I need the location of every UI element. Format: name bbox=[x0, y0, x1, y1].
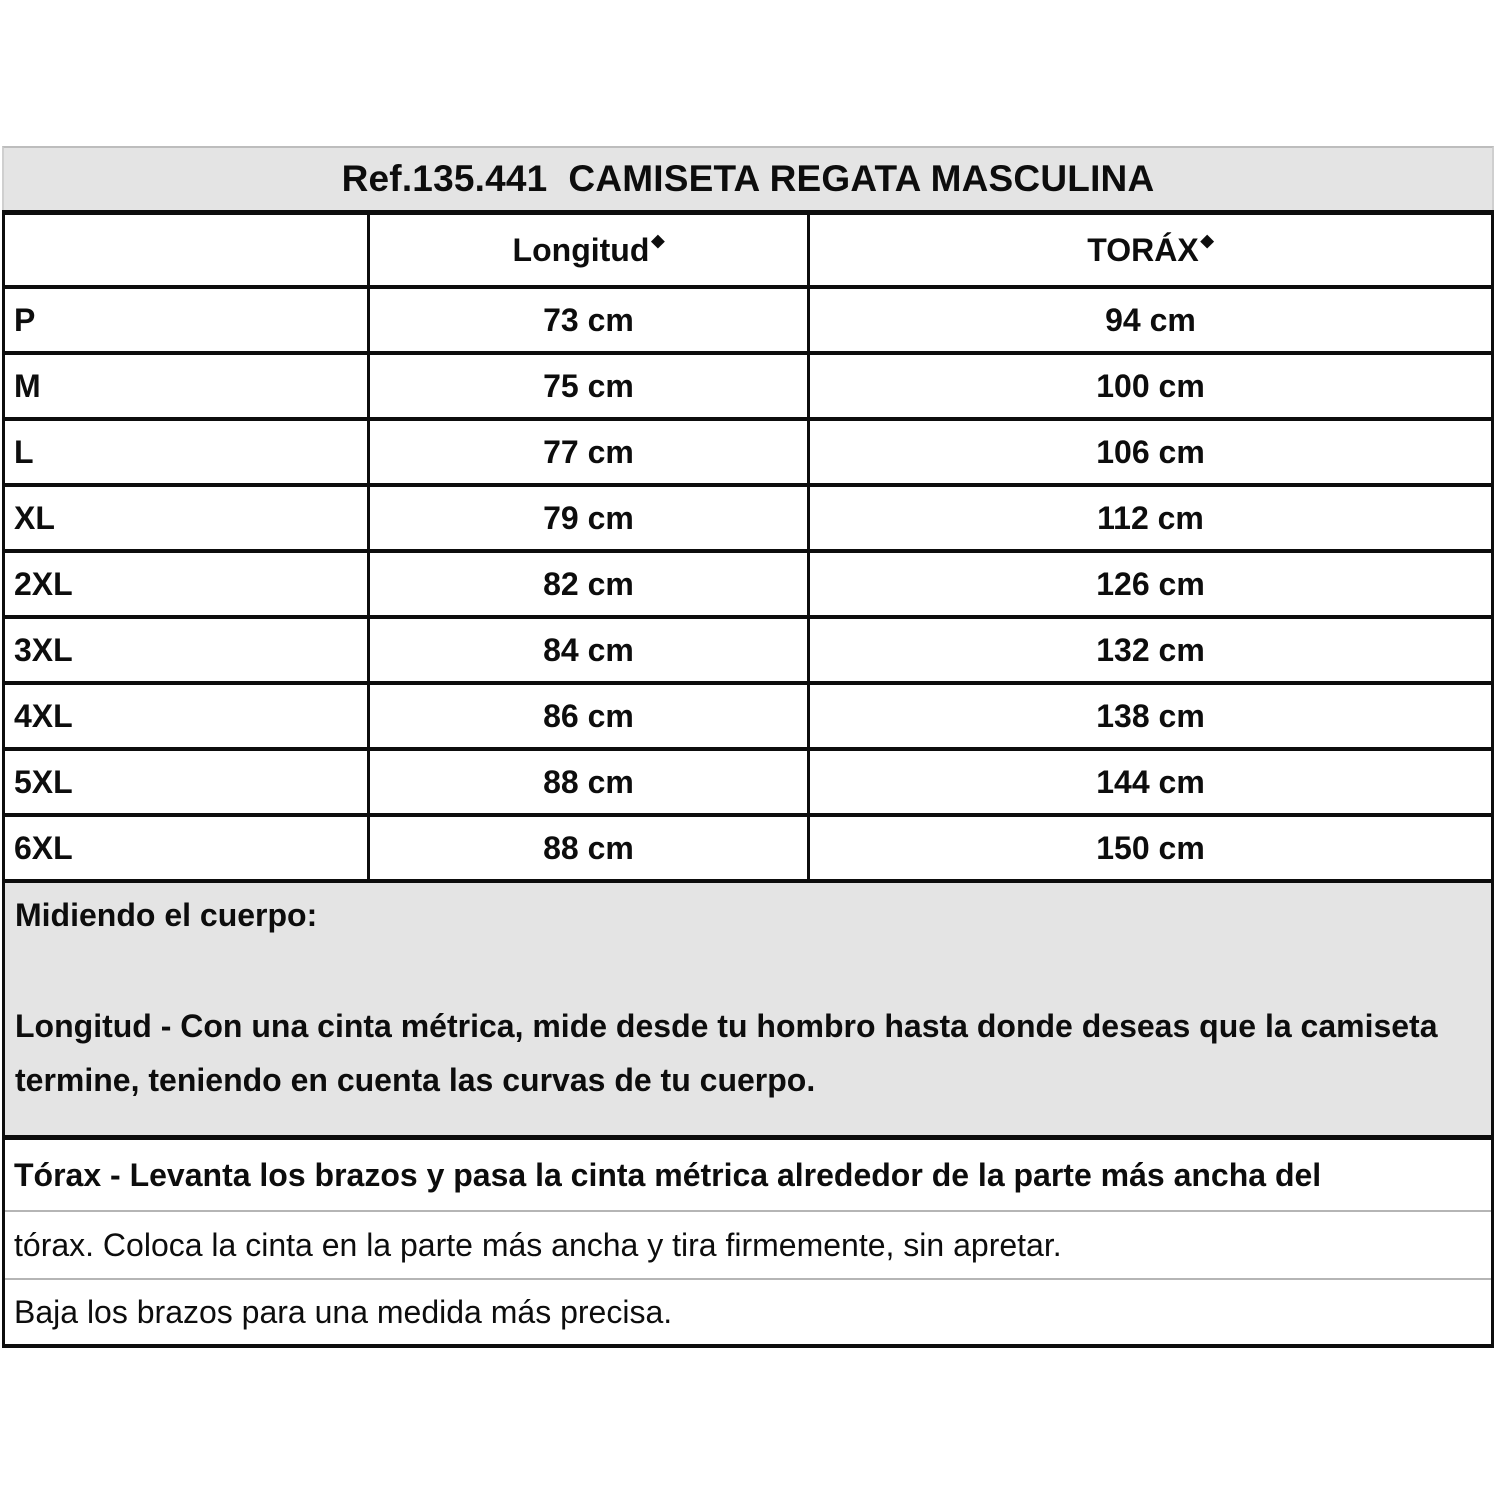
size-cell: L bbox=[5, 421, 370, 483]
table-row bbox=[5, 549, 1491, 615]
header-longitud-cell: Longitud ◆ bbox=[370, 215, 810, 285]
torax-note-line2: tórax. Coloca la cinta en la parte más ancha y tira firmemente, sin apretar. bbox=[5, 1210, 1491, 1278]
size-cell: 5XL bbox=[5, 751, 370, 813]
header-torax-cell: TORÁX ◆ bbox=[1087, 231, 1214, 268]
table-title: Ref.135.441 CAMISETA REGATA MASCULINA bbox=[341, 158, 1155, 199]
longitud-cell: 86 cm bbox=[370, 685, 810, 747]
longitud-cell: 82 cm bbox=[370, 553, 810, 615]
longitud-cell: 88 cm bbox=[370, 751, 810, 813]
table-title-row bbox=[2, 146, 1494, 210]
torax-cell: 150 cm bbox=[1096, 829, 1205, 866]
header-empty-cell bbox=[5, 215, 370, 285]
table-row bbox=[5, 747, 1491, 813]
header-torax-label: TORÁX bbox=[1087, 231, 1199, 268]
torax-cell: 94 cm bbox=[1105, 301, 1196, 338]
measuring-info-section bbox=[2, 879, 1494, 1135]
size-cell: P bbox=[5, 289, 370, 351]
longitud-note: Longitud - Con una cinta métrica, mide desde tu hombro hasta donde deseas que la camiseta termine, teniendo en cuenta las curvas de tu cuerpo. bbox=[15, 1008, 1438, 1098]
table-row bbox=[5, 417, 1491, 483]
table-row bbox=[5, 351, 1491, 417]
table-row bbox=[5, 483, 1491, 549]
size-cell: 6XL bbox=[5, 817, 370, 879]
longitud-cell: 84 cm bbox=[370, 619, 810, 681]
longitud-cell: 75 cm bbox=[370, 355, 810, 417]
torax-note-line3: Baja los brazos para una medida más precisa. bbox=[5, 1278, 1491, 1344]
torax-cell: 144 cm bbox=[1096, 763, 1205, 800]
table-row bbox=[5, 615, 1491, 681]
table-row bbox=[5, 813, 1491, 879]
size-cell: M bbox=[5, 355, 370, 417]
longitud-cell: 77 cm bbox=[370, 421, 810, 483]
size-cell: 2XL bbox=[5, 553, 370, 615]
header-longitud-label: Longitud bbox=[512, 231, 650, 268]
torax-note-line1: Tórax - Levanta los brazos y pasa la cinta métrica alrededor de la parte más ancha del bbox=[14, 1156, 1322, 1193]
torax-cell: 106 cm bbox=[1096, 433, 1205, 470]
torax-cell: 100 cm bbox=[1096, 367, 1205, 404]
size-chart-table bbox=[2, 146, 1494, 1348]
torax-note-section bbox=[2, 1135, 1494, 1348]
size-cell: 4XL bbox=[5, 685, 370, 747]
measuring-heading: Midiendo el cuerpo: bbox=[15, 897, 318, 933]
torax-cell: 132 cm bbox=[1096, 631, 1205, 668]
longitud-cell: 79 cm bbox=[370, 487, 810, 549]
torax-cell: 126 cm bbox=[1096, 565, 1205, 602]
size-cell: 3XL bbox=[5, 619, 370, 681]
size-cell: XL bbox=[5, 487, 370, 549]
header-row bbox=[5, 215, 1491, 285]
table-row bbox=[5, 285, 1491, 351]
torax-cell: 138 cm bbox=[1096, 697, 1205, 734]
size-table bbox=[2, 210, 1494, 879]
longitud-cell: 73 cm bbox=[370, 289, 810, 351]
torax-cell: 112 cm bbox=[1097, 499, 1204, 536]
longitud-cell: 88 cm bbox=[370, 817, 810, 879]
table-row bbox=[5, 681, 1491, 747]
